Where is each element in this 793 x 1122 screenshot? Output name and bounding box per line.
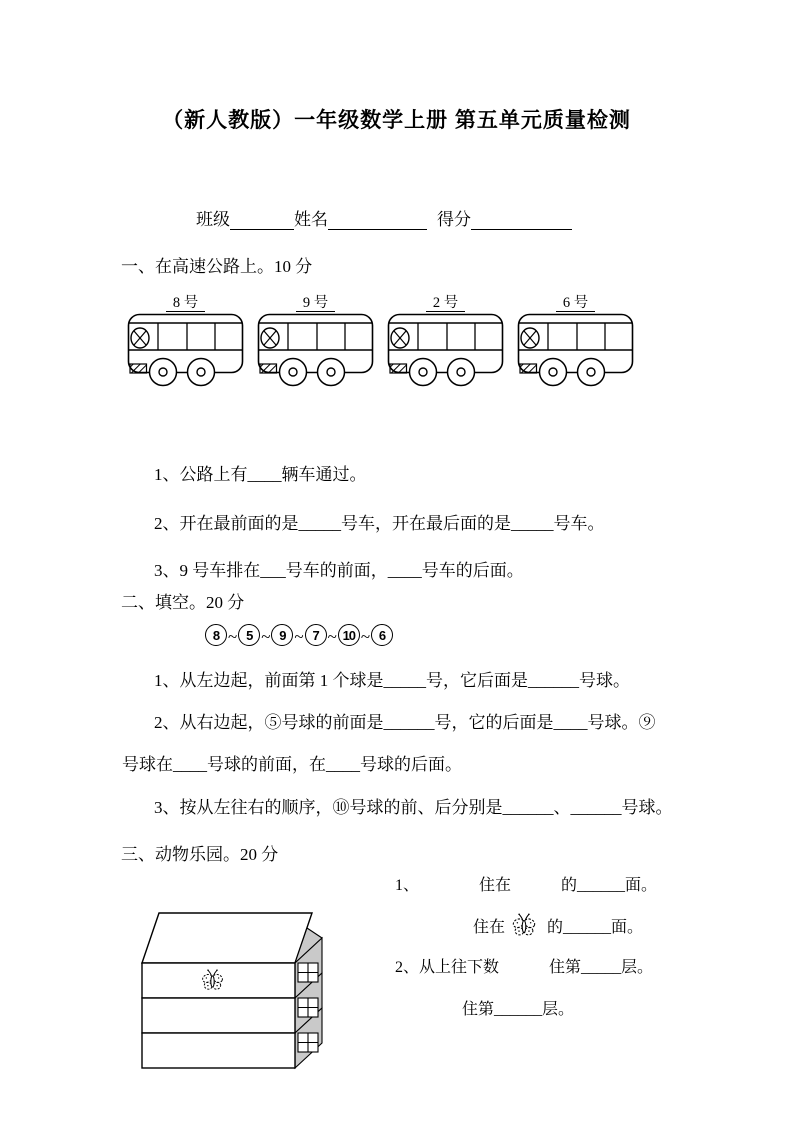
- ball-5: 5: [238, 624, 260, 646]
- q1-line1-post: 的______面。: [561, 877, 658, 894]
- bus-6-label: 6 号: [556, 295, 595, 312]
- section3-heading: 三、动物乐园。20 分: [121, 845, 279, 864]
- ball-6: 6: [371, 624, 393, 646]
- tilde-separator: ~: [327, 627, 337, 646]
- q1-number: 1、: [395, 877, 420, 894]
- bus-row-illustration: [127, 295, 634, 388]
- q2-post: 住第_____层。: [549, 959, 654, 976]
- tilde-separator: ~: [228, 627, 238, 646]
- class-blank[interactable]: [230, 212, 294, 230]
- section1-heading: 一、在高速公路上。10 分: [121, 257, 313, 276]
- section3-q1-line2: [473, 912, 643, 939]
- tilde-separator: ~: [261, 627, 271, 646]
- numbered-ball-sequence: [205, 624, 393, 646]
- tilde-separator: ~: [360, 627, 371, 646]
- side-window-1: [298, 963, 318, 982]
- building-roof: [142, 913, 312, 963]
- building-floor-3: [142, 1033, 295, 1068]
- building-floor-1: [142, 963, 295, 998]
- ball-10: 10: [338, 624, 360, 646]
- building-floor-2: [142, 998, 295, 1033]
- bus-icon: [127, 313, 244, 388]
- q1-line2-post: 的______面。: [547, 919, 644, 936]
- bus-icon: [257, 313, 374, 388]
- side-window-3: [298, 1033, 318, 1052]
- butterfly-icon: [511, 912, 537, 939]
- ball-9: 9: [271, 624, 293, 646]
- section3-q2-line1: [395, 954, 653, 977]
- section1-question-1: 1、公路上有____辆车通过。: [154, 465, 367, 484]
- q2-pre: 2、从上往下数: [395, 959, 500, 976]
- name-blank[interactable]: [328, 212, 427, 230]
- q1-line2-pre: 住在: [473, 919, 506, 936]
- section2-question-2-continued: 号球在____号球的前面，在____号球的后面。: [122, 755, 462, 774]
- side-window-2: [298, 998, 318, 1017]
- bus-8: [127, 295, 244, 388]
- section1-question-2: 2、开在最前面的是_____号车，开在最后面的是_____号车。: [154, 514, 605, 533]
- student-info-line: [196, 205, 572, 230]
- ball-8: 8: [205, 624, 227, 646]
- q1-line1-pre: 住在: [479, 877, 512, 894]
- bus-icon: [387, 313, 504, 388]
- section3-q1-line1: [395, 872, 657, 895]
- section3-q2-line2: 住第______层。: [462, 1001, 575, 1018]
- score-blank[interactable]: [471, 212, 572, 230]
- section1-question-3: 3、9 号车排在___号车的前面，____号车的后面。: [154, 561, 524, 580]
- ball-7: 7: [305, 624, 327, 646]
- bus-icon: [517, 313, 634, 388]
- page-title: （新人教版）一年级数学上册 第五单元质量检测: [162, 109, 631, 132]
- score-label: 得分: [437, 210, 471, 229]
- class-label: 班级: [196, 210, 230, 229]
- bus-6: [517, 295, 634, 388]
- bus-9: [257, 295, 374, 388]
- tilde-separator: ~: [294, 627, 304, 646]
- section2-question-2: 2、从右边起，⑤号球的前面是______号，它的后面是____号球。⑨: [154, 713, 656, 732]
- section2-heading: 二、填空。20 分: [121, 593, 245, 612]
- building-illustration: [130, 900, 360, 1082]
- section2-question-3: 3、按从左往右的顺序，⑩号球的前、后分别是______、______号球。: [154, 798, 673, 817]
- bus-8-label: 8 号: [166, 295, 205, 312]
- section2-question-1: 1、从左边起，前面第 1 个球是_____号，它后面是______号球。: [154, 671, 630, 690]
- bus-9-label: 9 号: [296, 295, 335, 312]
- bus-2: [387, 295, 504, 388]
- name-label: 姓名: [294, 210, 328, 229]
- bus-2-label: 2 号: [426, 295, 465, 312]
